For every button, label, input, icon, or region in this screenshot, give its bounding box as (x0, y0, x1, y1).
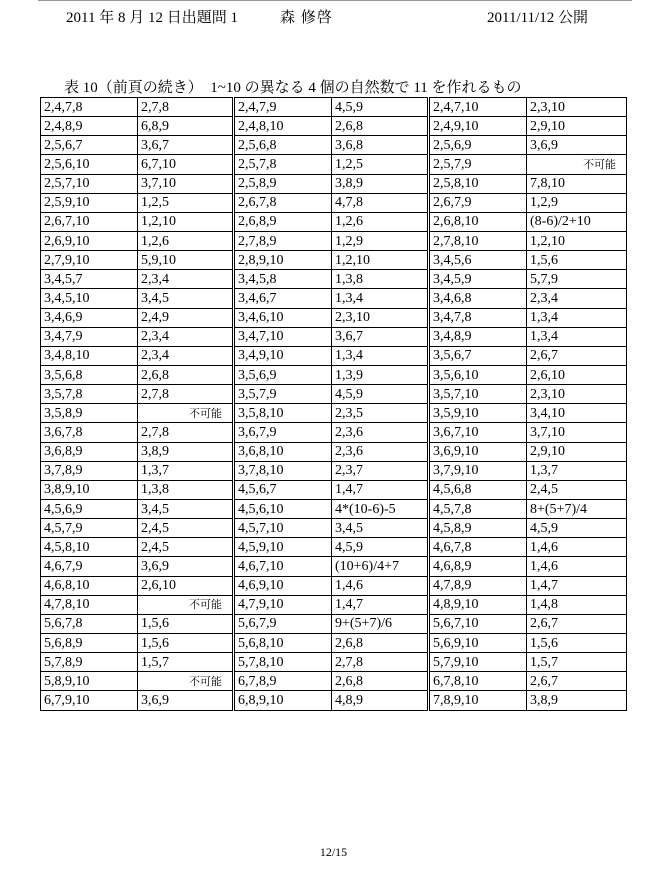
solution-cell: 2,6,7 (527, 346, 627, 365)
solution-cell: 6,8,9 (138, 117, 234, 136)
number-set-cell: 6,7,8,10 (429, 672, 527, 691)
table-row (41, 423, 627, 442)
number-set-cell: 2,6,7,10 (41, 212, 138, 231)
number-set-cell: 4,6,7,10 (234, 557, 332, 576)
solution-cell: 1,4,7 (332, 595, 429, 614)
number-set-cell: 2,5,8,10 (429, 174, 527, 193)
number-set-cell: 3,6,8,10 (234, 442, 332, 461)
number-set-cell: 2,4,7,9 (234, 98, 332, 117)
number-set-cell: 4,6,7,8 (429, 538, 527, 557)
number-set-cell: 2,4,8,10 (234, 117, 332, 136)
number-set-cell: 5,8,9,10 (41, 672, 138, 691)
top-border-line (38, 0, 632, 1)
table-row (41, 251, 627, 270)
solution-cell: 1,3,4 (332, 346, 429, 365)
number-set-cell: 3,5,6,7 (429, 346, 527, 365)
number-set-cell: 4,6,8,9 (429, 557, 527, 576)
number-set-cell: 4,5,6,10 (234, 499, 332, 518)
solution-cell: 1,3,7 (527, 461, 627, 480)
page-number: 12/15 (319, 845, 348, 859)
table-row (41, 385, 627, 404)
solution-cell: 1,5,6 (138, 633, 234, 652)
table-row (41, 231, 627, 250)
number-set-cell: 2,6,8,9 (234, 212, 332, 231)
solution-cell: 2,6,10 (527, 365, 627, 384)
number-set-cell: 3,5,6,10 (429, 365, 527, 384)
table-row (41, 212, 627, 231)
number-set-cell: 2,6,8,10 (429, 212, 527, 231)
number-set-cell: 4,5,6,8 (429, 480, 527, 499)
number-set-cell: 4,5,7,8 (429, 499, 527, 518)
solution-cell: 1,2,9 (527, 193, 627, 212)
solution-cell: 2,4,5 (138, 519, 234, 538)
number-set-cell: 2,5,9,10 (41, 193, 138, 212)
solution-cell: 3,4,10 (527, 404, 627, 423)
number-set-cell: 3,5,9,10 (429, 404, 527, 423)
solution-cell: 1,3,4 (527, 327, 627, 346)
number-set-cell: 4,7,8,9 (429, 576, 527, 595)
number-set-cell: 3,6,7,9 (234, 423, 332, 442)
solution-cell: 2,4,5 (138, 538, 234, 557)
number-set-cell: 2,5,6,8 (234, 136, 332, 155)
solution-cell: 3,7,10 (527, 423, 627, 442)
number-set-cell: 2,5,7,10 (41, 174, 138, 193)
solution-cell: 2,3,10 (527, 98, 627, 117)
number-set-cell: 2,7,8,10 (429, 231, 527, 250)
number-set-cell: 4,7,9,10 (234, 595, 332, 614)
solution-cell: 2,6,7 (527, 672, 627, 691)
number-set-cell: 2,7,8,9 (234, 231, 332, 250)
number-set-cell: 4,7,8,10 (41, 595, 138, 614)
table-row (41, 538, 627, 557)
solution-cell: 4,8,9 (332, 691, 429, 710)
solution-cell: 2,3,6 (332, 423, 429, 442)
solution-cell: 1,2,10 (527, 231, 627, 250)
number-set-cell: 4,5,9,10 (234, 538, 332, 557)
number-set-cell: 3,5,6,9 (234, 365, 332, 384)
table-row (41, 480, 627, 499)
number-set-cell: 3,4,6,8 (429, 289, 527, 308)
number-set-cell: 3,7,8,10 (234, 461, 332, 480)
solution-cell: 3,6,9 (527, 136, 627, 155)
solution-cell: 1,4,7 (527, 576, 627, 595)
number-set-cell: 5,6,8,9 (41, 633, 138, 652)
solution-cell: 不可能 (138, 595, 234, 614)
solution-cell: 2,6,7 (527, 614, 627, 633)
number-set-cell: 2,6,9,10 (41, 231, 138, 250)
number-set-cell: 3,4,6,10 (234, 308, 332, 327)
number-set-cell: 6,7,8,9 (234, 672, 332, 691)
solution-cell: 5,7,9 (527, 270, 627, 289)
header-author: 森 修啓 (280, 10, 333, 26)
number-set-cell: 3,5,7,9 (234, 385, 332, 404)
number-set-cell: 4,5,6,7 (234, 480, 332, 499)
number-set-cell: 3,6,8,9 (41, 442, 138, 461)
solution-cell: 2,9,10 (527, 442, 627, 461)
number-set-cell: 2,4,9,10 (429, 117, 527, 136)
number-set-cell: 5,6,8,10 (234, 633, 332, 652)
table-row (41, 404, 627, 423)
table-row (41, 576, 627, 595)
table-row (41, 519, 627, 538)
number-set-cell: 3,4,6,7 (234, 289, 332, 308)
table-row (41, 653, 627, 672)
solution-cell: 2,6,8 (332, 633, 429, 652)
number-set-cell: 3,8,9,10 (41, 480, 138, 499)
solution-cell: 3,6,7 (138, 136, 234, 155)
solution-cell: 8+(5+7)/4 (527, 499, 627, 518)
solution-cell: 1,4,8 (527, 595, 627, 614)
solution-cell: 3,6,8 (332, 136, 429, 155)
solution-cell: 1,5,7 (527, 653, 627, 672)
solution-cell: 1,2,6 (332, 212, 429, 231)
number-set-cell: 6,7,9,10 (41, 691, 138, 710)
number-set-cell: 2,5,6,10 (41, 155, 138, 174)
solution-cell: 1,2,6 (138, 231, 234, 250)
solution-cell: 2,3,4 (138, 346, 234, 365)
table-row (41, 155, 627, 174)
solution-cell: 3,4,5 (138, 499, 234, 518)
number-set-cell: 3,4,5,7 (41, 270, 138, 289)
number-set-cell: 3,5,6,8 (41, 365, 138, 384)
number-set-cell: 2,7,9,10 (41, 251, 138, 270)
solution-cell: 1,2,9 (332, 231, 429, 250)
solution-cell: 3,4,5 (332, 519, 429, 538)
number-set-cell: 5,6,7,10 (429, 614, 527, 633)
number-set-cell: 5,7,9,10 (429, 653, 527, 672)
solution-cell: 1,5,6 (138, 614, 234, 633)
number-set-cell: 3,5,7,8 (41, 385, 138, 404)
solution-cell: 1,3,9 (332, 365, 429, 384)
solution-cell: 不可能 (527, 155, 627, 174)
solution-cell: 4,7,8 (332, 193, 429, 212)
number-set-cell: 3,4,8,10 (41, 346, 138, 365)
table-row (41, 499, 627, 518)
solution-cell: 1,4,6 (527, 538, 627, 557)
solution-cell: 4,5,9 (332, 538, 429, 557)
solution-cell: 2,3,4 (527, 289, 627, 308)
number-set-cell: 2,4,7,10 (429, 98, 527, 117)
solution-cell: 3,8,9 (527, 691, 627, 710)
number-set-cell: 3,4,5,9 (429, 270, 527, 289)
solution-cell: 2,6,8 (332, 672, 429, 691)
table-row (41, 557, 627, 576)
solution-cell: 1,2,5 (332, 155, 429, 174)
table-row (41, 365, 627, 384)
solution-cell: 不可能 (138, 672, 234, 691)
solution-cell: 1,5,7 (138, 653, 234, 672)
number-set-cell: 2,6,7,8 (234, 193, 332, 212)
solution-cell: 2,3,6 (332, 442, 429, 461)
table-row (41, 346, 627, 365)
solution-cell: 3,8,9 (138, 442, 234, 461)
table-row (41, 327, 627, 346)
solution-cell: 3,6,9 (138, 691, 234, 710)
solution-cell: (8-6)/2+10 (527, 212, 627, 231)
solution-cell: 2,3,4 (138, 270, 234, 289)
solution-cell: 4,5,9 (332, 98, 429, 117)
number-set-cell: 4,5,8,10 (41, 538, 138, 557)
table-row (41, 193, 627, 212)
solution-cell: 2,7,8 (138, 385, 234, 404)
solution-cell: 1,5,6 (527, 251, 627, 270)
solution-cell: 1,3,8 (332, 270, 429, 289)
number-set-cell: 3,4,9,10 (234, 346, 332, 365)
number-set-cell: 3,4,6,9 (41, 308, 138, 327)
solution-cell: 2,3,5 (332, 404, 429, 423)
number-set-cell: 3,5,7,10 (429, 385, 527, 404)
solution-cell: 2,9,10 (527, 117, 627, 136)
number-set-cell: 4,5,6,9 (41, 499, 138, 518)
number-set-cell: 3,4,7,10 (234, 327, 332, 346)
solution-cell: 2,4,9 (138, 308, 234, 327)
solution-cell: 1,2,5 (138, 193, 234, 212)
header-date-title: 2011 年 8 月 12 日出題問 1 (66, 10, 238, 26)
number-set-cell: 5,6,7,8 (41, 614, 138, 633)
solution-cell: 6,7,10 (138, 155, 234, 174)
number-set-cell: 2,6,7,9 (429, 193, 527, 212)
solution-cell: 7,8,10 (527, 174, 627, 193)
number-set-cell: 5,6,9,10 (429, 633, 527, 652)
solution-cell: 1,3,7 (138, 461, 234, 480)
table-row (41, 614, 627, 633)
solution-cell: 4*(10-6)-5 (332, 499, 429, 518)
number-set-cell: 2,5,8,9 (234, 174, 332, 193)
number-set-cell: 5,7,8,10 (234, 653, 332, 672)
number-set-cell: 2,5,7,8 (234, 155, 332, 174)
solution-cell: 2,7,8 (138, 98, 234, 117)
table-row (41, 98, 627, 117)
number-set-cell: 3,7,8,9 (41, 461, 138, 480)
solution-cell: 2,4,5 (527, 480, 627, 499)
solution-cell: 2,6,10 (138, 576, 234, 595)
solution-cell: 1,4,6 (527, 557, 627, 576)
solution-cell: 2,6,8 (138, 365, 234, 384)
solution-cell: 2,3,7 (332, 461, 429, 480)
solution-cell: 9+(5+7)/6 (332, 614, 429, 633)
number-set-cell: 4,8,9,10 (429, 595, 527, 614)
table-row (41, 289, 627, 308)
solution-cell: 1,5,6 (527, 633, 627, 652)
table-row (41, 595, 627, 614)
number-set-cell: 5,6,7,9 (234, 614, 332, 633)
number-set-cell: 6,8,9,10 (234, 691, 332, 710)
table-row (41, 633, 627, 652)
solution-cell: 2,6,8 (332, 117, 429, 136)
table-row (41, 308, 627, 327)
solution-cell: 不可能 (138, 404, 234, 423)
number-set-cell: 4,5,8,9 (429, 519, 527, 538)
table-row (41, 117, 627, 136)
number-set-cell: 3,4,7,8 (429, 308, 527, 327)
solution-cell: 1,4,7 (332, 480, 429, 499)
number-set-cell: 3,6,9,10 (429, 442, 527, 461)
header-publish-date: 2011/11/12 公開 (487, 10, 588, 26)
number-set-cell: 3,6,7,8 (41, 423, 138, 442)
number-set-cell: 4,6,7,9 (41, 557, 138, 576)
number-set-cell: 2,5,6,9 (429, 136, 527, 155)
number-set-cell: 3,6,7,10 (429, 423, 527, 442)
number-set-cell: 3,7,9,10 (429, 461, 527, 480)
number-set-cell: 4,5,7,9 (41, 519, 138, 538)
table-caption: 表 10（前頁の続き） 1~10 の異なる 4 個の自然数で 11 を作れるもの (64, 80, 522, 96)
solution-cell: 1,3,4 (527, 308, 627, 327)
results-table-body (41, 98, 627, 711)
results-table (40, 97, 627, 711)
number-set-cell: 2,5,6,7 (41, 136, 138, 155)
solution-cell: 2,7,8 (332, 653, 429, 672)
number-set-cell: 4,6,9,10 (234, 576, 332, 595)
table-row (41, 461, 627, 480)
solution-cell: 3,8,9 (332, 174, 429, 193)
number-set-cell: 7,8,9,10 (429, 691, 527, 710)
number-set-cell: 4,5,7,10 (234, 519, 332, 538)
number-set-cell: 5,7,8,9 (41, 653, 138, 672)
number-set-cell: 2,4,8,9 (41, 117, 138, 136)
table-row (41, 174, 627, 193)
solution-cell: 1,3,8 (138, 480, 234, 499)
table-row (41, 442, 627, 461)
solution-cell: (10+6)/4+7 (332, 557, 429, 576)
solution-cell: 5,9,10 (138, 251, 234, 270)
solution-cell: 4,5,9 (527, 519, 627, 538)
solution-cell: 2,3,10 (332, 308, 429, 327)
table-row (41, 136, 627, 155)
solution-cell: 2,7,8 (138, 423, 234, 442)
table-row (41, 691, 627, 710)
number-set-cell: 2,8,9,10 (234, 251, 332, 270)
solution-cell: 1,2,10 (138, 212, 234, 231)
solution-cell: 2,3,4 (138, 327, 234, 346)
number-set-cell: 3,4,7,9 (41, 327, 138, 346)
table-row (41, 270, 627, 289)
number-set-cell: 3,5,8,10 (234, 404, 332, 423)
number-set-cell: 3,4,5,10 (41, 289, 138, 308)
number-set-cell: 3,4,5,6 (429, 251, 527, 270)
solution-cell: 3,7,10 (138, 174, 234, 193)
solution-cell: 1,2,10 (332, 251, 429, 270)
solution-cell: 3,6,9 (138, 557, 234, 576)
number-set-cell: 3,4,8,9 (429, 327, 527, 346)
table-row (41, 672, 627, 691)
solution-cell: 1,4,6 (332, 576, 429, 595)
solution-cell: 3,6,7 (332, 327, 429, 346)
number-set-cell: 3,5,8,9 (41, 404, 138, 423)
solution-cell: 3,4,5 (138, 289, 234, 308)
number-set-cell: 4,6,8,10 (41, 576, 138, 595)
number-set-cell: 2,5,7,9 (429, 155, 527, 174)
solution-cell: 4,5,9 (332, 385, 429, 404)
number-set-cell: 2,4,7,8 (41, 98, 138, 117)
solution-cell: 2,3,10 (527, 385, 627, 404)
number-set-cell: 3,4,5,8 (234, 270, 332, 289)
solution-cell: 1,3,4 (332, 289, 429, 308)
